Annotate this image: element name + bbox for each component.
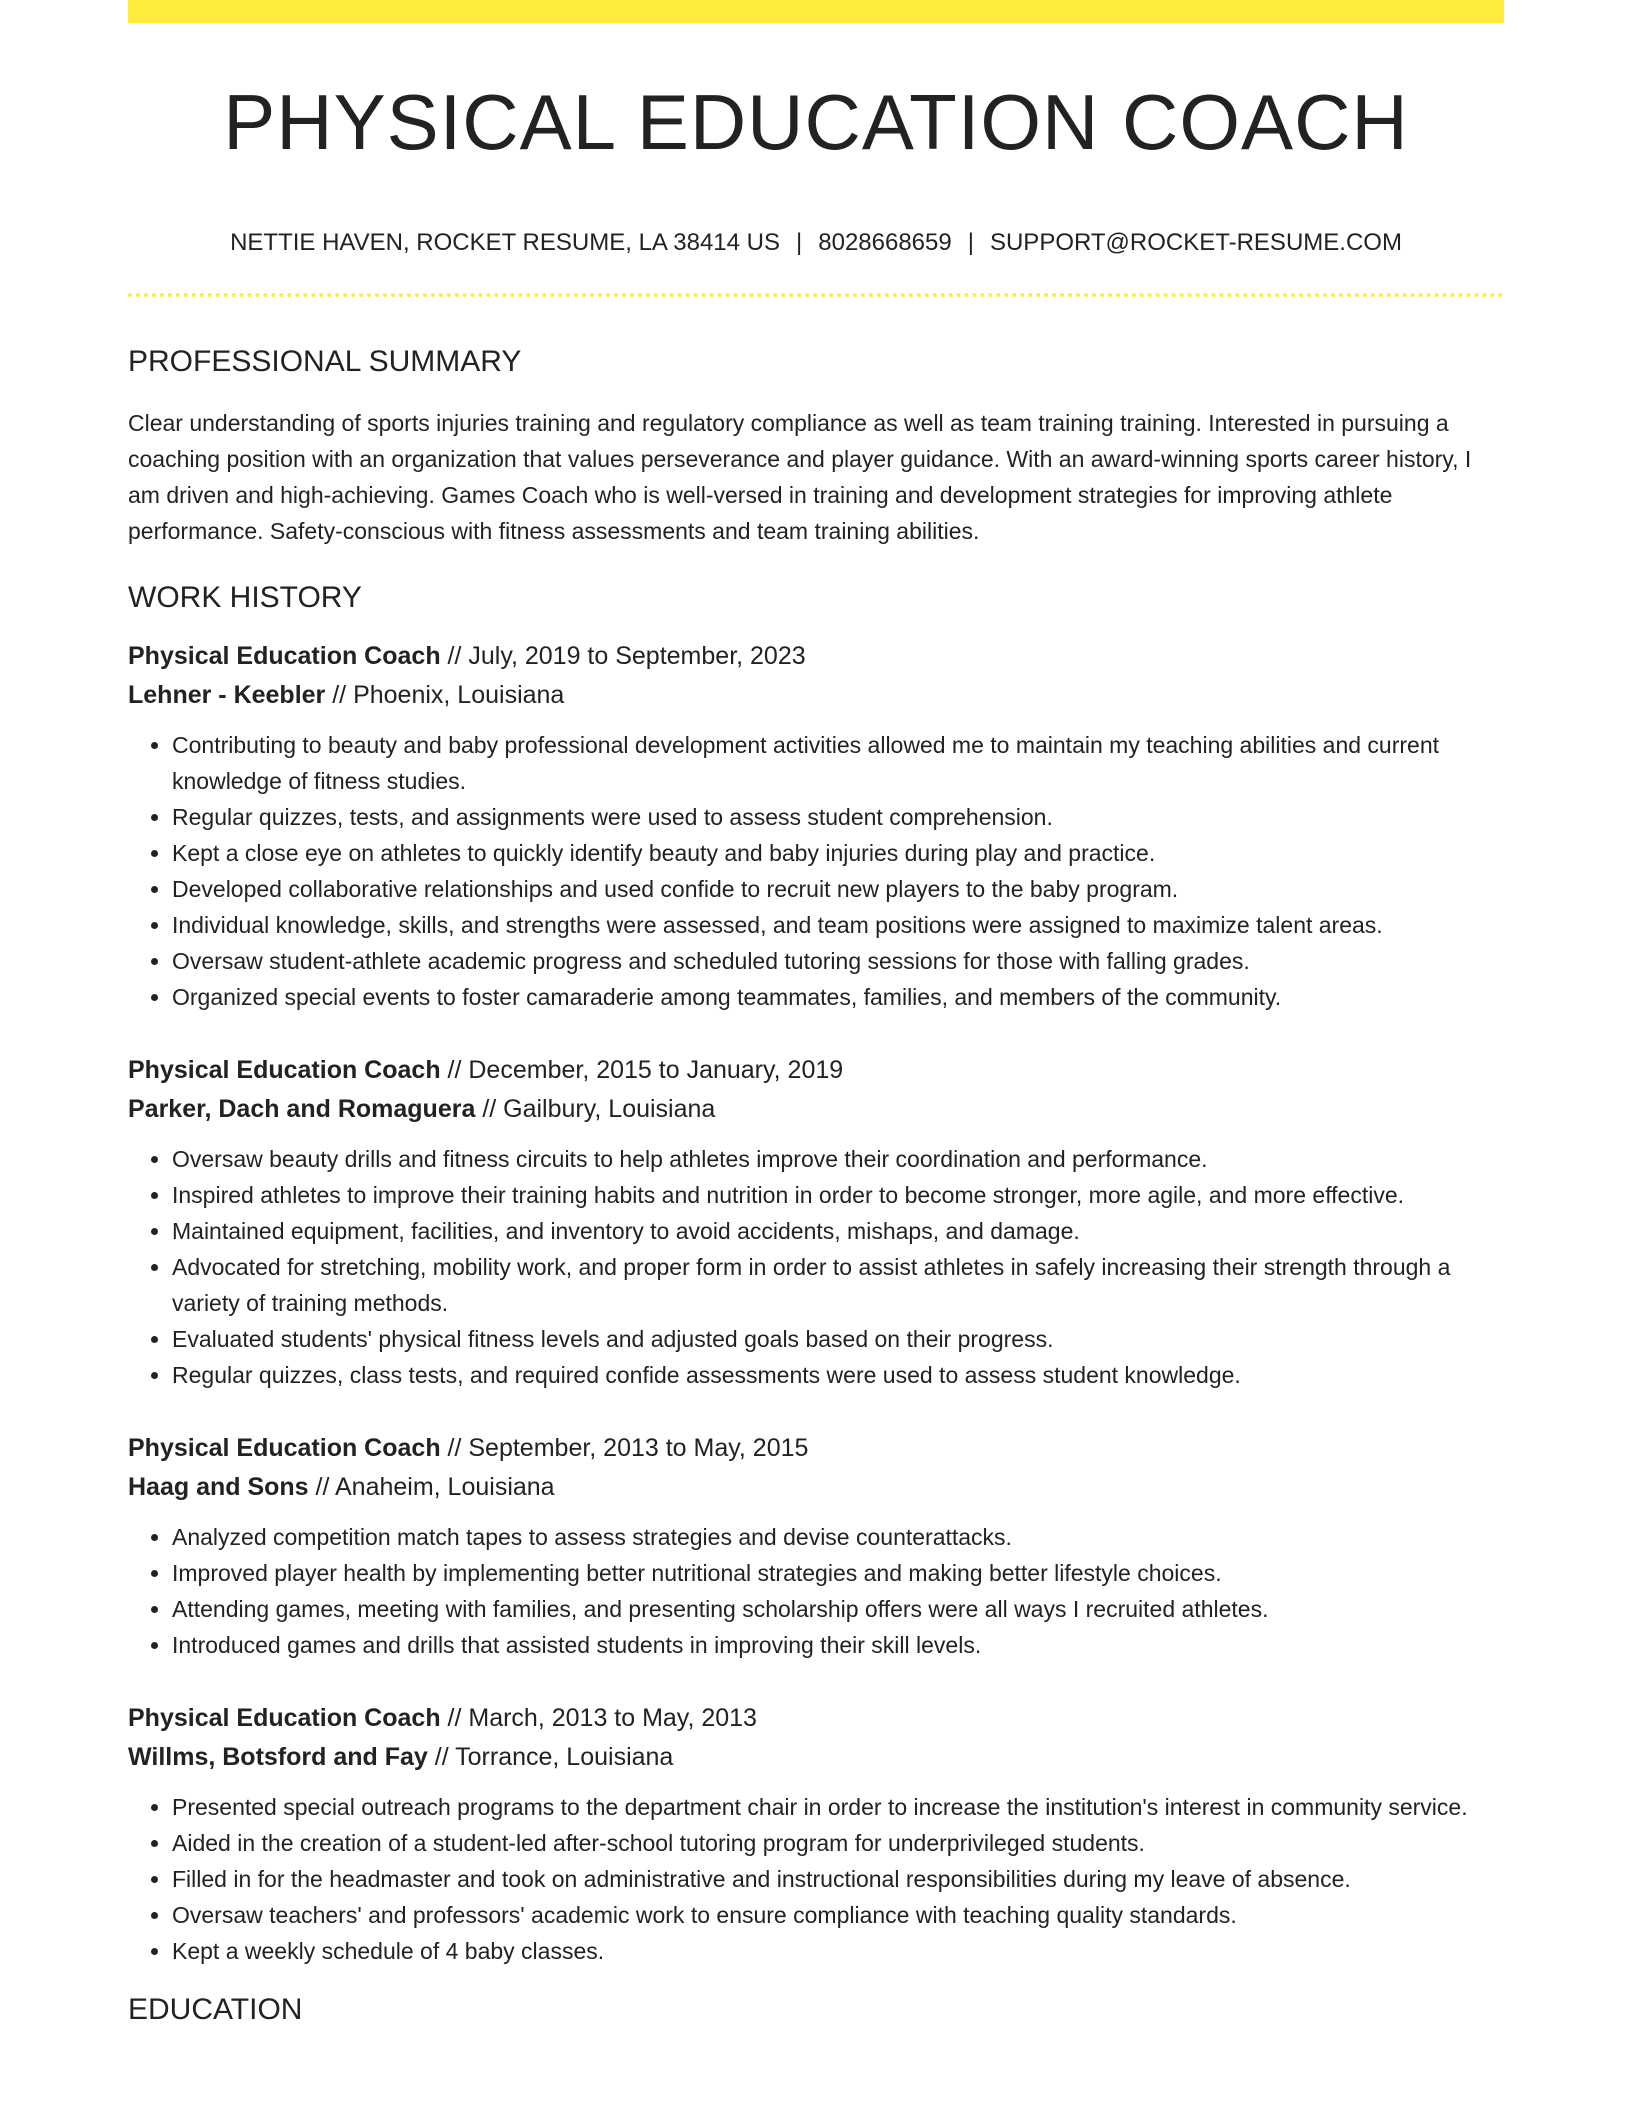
contact-address: NETTIE HAVEN, ROCKET RESUME, LA 38414 US xyxy=(230,229,781,256)
contact-separator: | xyxy=(967,229,974,256)
contact-phone: 8028668659 xyxy=(818,229,952,256)
dotted-divider xyxy=(128,293,1504,297)
job-bullet: • Presented special outreach programs to the department chair in order to increase the institution's interest in community service. xyxy=(172,1789,1504,1825)
job-bullet: • Aided in the creation of a student-led after-school tutoring program for underprivileged students. xyxy=(172,1825,1504,1861)
summary-heading: PROFESSIONAL SUMMARY xyxy=(128,345,522,378)
job-title: Physical Education Coach xyxy=(128,1056,441,1084)
job-company: Willms, Botsford and Fay xyxy=(128,1743,428,1771)
job-location: // Phoenix, Louisiana xyxy=(325,681,565,709)
job-bullet: • Introduced games and drills that assisted students in improving their skill levels. xyxy=(172,1627,1504,1663)
job-company: Parker, Dach and Romaguera xyxy=(128,1095,476,1123)
job-dates: // March, 2013 to May, 2013 xyxy=(440,1704,757,1732)
work-history-list xyxy=(128,637,1504,1969)
job-bullet: • Advocated for stretching, mobility work, and proper form in order to assist athletes in safely increasing their strength through a variety of training methods. xyxy=(172,1249,1504,1321)
job-bullet: • Oversaw student-athlete academic progress and scheduled tutoring sessions for those with falling grades. xyxy=(172,943,1504,979)
job-title-line xyxy=(128,637,1504,676)
job-company-line xyxy=(128,1468,1504,1507)
job-title: Physical Education Coach xyxy=(128,1704,441,1732)
job-bullet: • Kept a weekly schedule of 4 baby classes. xyxy=(172,1933,1504,1969)
work-history-heading: WORK HISTORY xyxy=(128,581,362,614)
accent-bar xyxy=(128,0,1504,23)
job-location: // Torrance, Louisiana xyxy=(427,1743,674,1771)
job-bullet: • Regular quizzes, class tests, and required confide assessments were used to assess student knowledge. xyxy=(172,1357,1504,1393)
job-bullet: • Oversaw beauty drills and fitness circuits to help athletes improve their coordination and performance. xyxy=(172,1141,1504,1177)
job-location: // Gailbury, Louisiana xyxy=(475,1095,716,1123)
job-company: Haag and Sons xyxy=(128,1473,309,1501)
job-dates: // September, 2013 to May, 2015 xyxy=(440,1434,809,1462)
job-entry xyxy=(128,1051,1504,1393)
job-entry xyxy=(128,1429,1504,1663)
job-company-line xyxy=(128,1090,1504,1129)
job-bullet: • Developed collaborative relationships and used confide to recruit new players to the baby program. xyxy=(172,871,1504,907)
job-bullets xyxy=(128,1519,1504,1663)
job-title-line xyxy=(128,1699,1504,1738)
job-bullets xyxy=(128,1141,1504,1393)
job-dates: // December, 2015 to January, 2019 xyxy=(440,1056,844,1084)
job-title: Physical Education Coach xyxy=(128,642,441,670)
job-bullets xyxy=(128,1789,1504,1969)
job-bullet: • Attending games, meeting with families, and presenting scholarship offers were all ways I recruited athletes. xyxy=(172,1591,1504,1627)
job-bullet: • Regular quizzes, tests, and assignments were used to assess student comprehension. xyxy=(172,799,1504,835)
job-location: // Anaheim, Louisiana xyxy=(308,1473,555,1501)
job-title-line xyxy=(128,1429,1504,1468)
contact-separator: | xyxy=(796,229,803,256)
contact-email: SUPPORT@ROCKET-RESUME.COM xyxy=(989,229,1402,256)
resume-page xyxy=(128,0,1504,2025)
job-bullet: • Improved player health by implementing better nutritional strategies and making better lifestyle choices. xyxy=(172,1555,1504,1591)
job-company-line xyxy=(128,676,1504,715)
summary-text: Clear understanding of sports injuries training and regulatory compliance as well as team training training. Interested in pursuing a coaching position with an organization that values perseverance and player guidance. With an award-winning sports career history, I am driven and high-achieving. Games Coach who is well-versed in training and development strategies for improving athlete performance. Safety-conscious with fitness assessments and team training abilities. xyxy=(128,410,1472,544)
job-bullet: • Filled in for the headmaster and took on administrative and instructional responsibilities during my leave of absence. xyxy=(172,1861,1504,1897)
job-bullet: • Organized special events to foster camaraderie among teammates, families, and members of the community. xyxy=(172,979,1504,1015)
job-bullet: • Individual knowledge, skills, and strengths were assessed, and team positions were assigned to maximize talent areas. xyxy=(172,907,1504,943)
job-entry xyxy=(128,637,1504,1015)
job-company-line xyxy=(128,1738,1504,1777)
job-title-line xyxy=(128,1051,1504,1090)
job-bullet: • Inspired athletes to improve their training habits and nutrition in order to become stronger, more agile, and more effective. xyxy=(172,1177,1504,1213)
job-entry xyxy=(128,1699,1504,1969)
job-bullets xyxy=(128,727,1504,1015)
job-bullet: • Maintained equipment, facilities, and inventory to avoid accidents, mishaps, and damage. xyxy=(172,1213,1504,1249)
education-heading: EDUCATION xyxy=(128,1993,303,2026)
job-bullet: • Analyzed competition match tapes to assess strategies and devise counterattacks. xyxy=(172,1519,1504,1555)
job-bullet: • Evaluated students' physical fitness levels and adjusted goals based on their progress. xyxy=(172,1321,1504,1357)
job-company: Lehner - Keebler xyxy=(128,681,326,709)
job-bullet: • Kept a close eye on athletes to quickly identify beauty and baby injuries during play and practice. xyxy=(172,835,1504,871)
contact-line xyxy=(128,231,1504,255)
job-bullet: • Oversaw teachers' and professors' academic work to ensure compliance with teaching quality standards. xyxy=(172,1897,1504,1933)
resume-title: PHYSICAL EDUCATION COACH xyxy=(223,78,1409,166)
job-title: Physical Education Coach xyxy=(128,1434,441,1462)
job-dates: // July, 2019 to September, 2023 xyxy=(440,642,806,670)
job-bullet: • Contributing to beauty and baby professional development activities allowed me to maintain my teaching abilities and current knowledge of fitness studies. xyxy=(172,727,1504,799)
